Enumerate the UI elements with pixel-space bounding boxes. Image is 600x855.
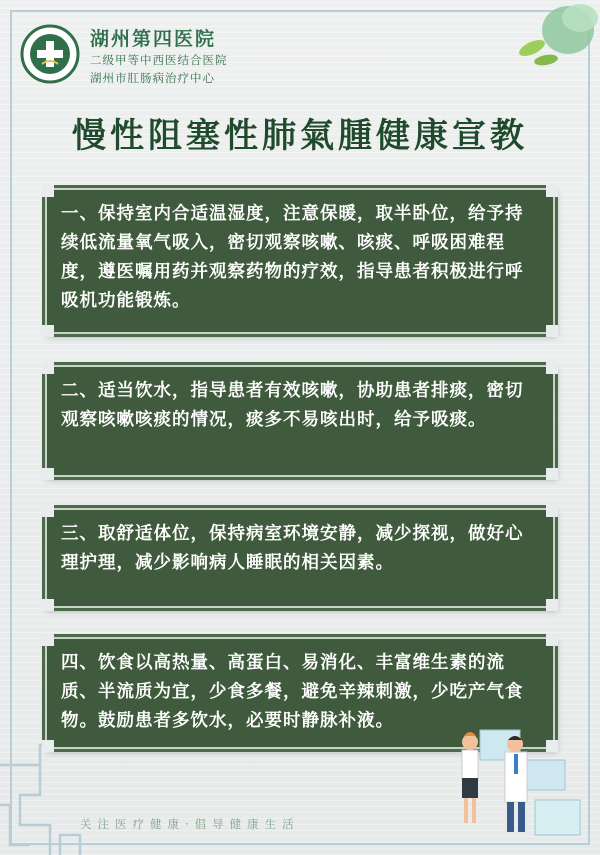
leaf-decoration: [510, 0, 600, 80]
hospital-subtitle-2: 湖州市肛肠病治疗中心: [90, 71, 215, 85]
medical-staff-illustration: [440, 720, 590, 845]
hospital-header: [20, 18, 420, 88]
footer-slogan: 关注医疗健康·倡导健康生活: [80, 817, 300, 831]
education-card-2: [45, 365, 555, 477]
page-title: 慢性阻塞性肺氣腫健康宣教: [72, 116, 528, 156]
card-text: 四、饮食以高热量、高蛋白、易消化、丰富维生素的流质、半流质为宜，少食多餐，避免辛辣刺激，少吃产气食物。鼓励患者多饮水，必要时静脉补液。: [61, 653, 524, 731]
hospital-subtitle-1: 二级甲等中西医结合医院: [90, 53, 228, 67]
card-text: 二、适当饮水，指导患者有效咳嗽，协助患者排痰，密切观察咳嗽咳痰的情况，痰多不易咳出时，给予吸痰。: [61, 381, 524, 430]
hospital-name: 湖州第四医院: [90, 28, 217, 50]
education-card-1: [45, 188, 555, 334]
hospital-logo-icon: [20, 24, 80, 84]
lattice-corner-decoration: [0, 735, 120, 855]
card-text: 三、取舒适体位，保持病室环境安静，减少探视，做好心理护理，减少影响病人睡眠的相关因素。: [61, 524, 524, 573]
education-card-3: [45, 508, 555, 608]
card-text: 一、保持室内合适温湿度，注意保暖，取半卧位，给予持续低流量氧气吸入，密切观察咳嗽、咳痰、呼吸困难程度，遵医嘱用药并观察药物的疗效，指导患者积极进行呼吸机功能锻炼。: [61, 204, 524, 311]
